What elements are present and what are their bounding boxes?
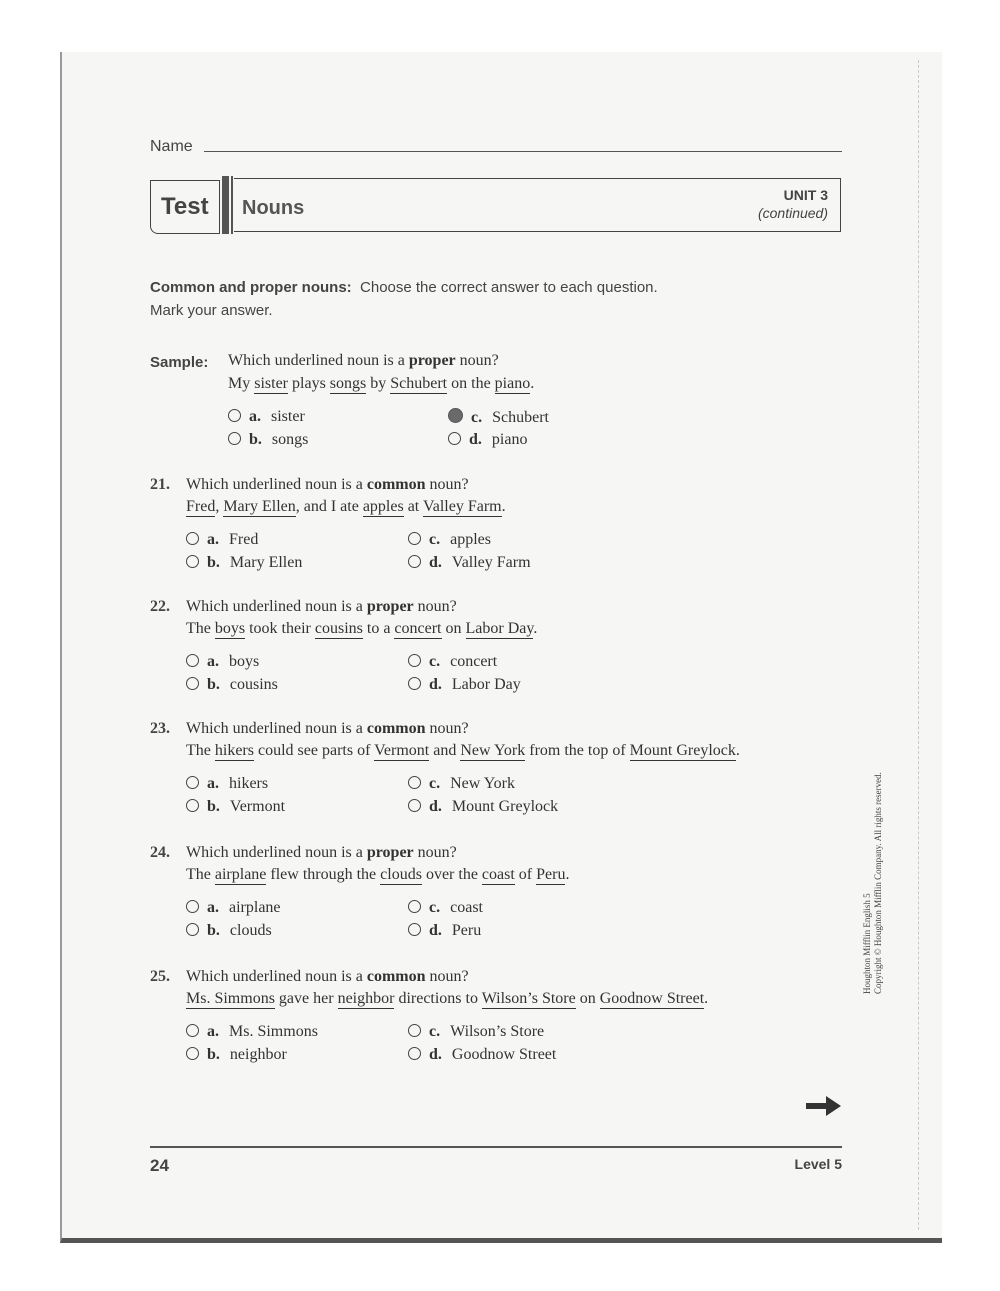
sentence-text: . (530, 375, 535, 392)
question-sentence (186, 990, 708, 1008)
underlined-noun: Peru (536, 866, 566, 883)
underlined-noun: New York (460, 742, 526, 759)
sentence-text: from the top of (525, 742, 630, 759)
stem-text: Which underlined noun is a (186, 598, 367, 615)
option-text: Peru (451, 922, 482, 939)
option-letter: d. (429, 1046, 442, 1063)
answer-bubble[interactable] (186, 677, 199, 690)
question-stem (186, 720, 469, 738)
underlined-noun: Wilson’s Store (481, 990, 576, 1007)
sentence-text: . (501, 498, 506, 515)
option-text: Valley Farm (451, 554, 531, 571)
answer-bubble[interactable] (186, 555, 199, 568)
sentence-text: The (186, 742, 215, 759)
stem-keyword: common (366, 968, 426, 985)
question-stem (186, 476, 469, 494)
sentence-text: The (186, 866, 215, 883)
question-sentence (228, 375, 534, 393)
answer-bubble[interactable] (408, 677, 421, 690)
header-divider (222, 176, 229, 234)
option-text: boys (229, 653, 260, 670)
answer-option[interactable] (448, 431, 527, 449)
answer-option[interactable] (408, 653, 497, 671)
option-letter: c. (429, 775, 441, 792)
question-sentence (186, 742, 740, 760)
test-label: Test (161, 193, 209, 220)
footer-rule (150, 1146, 842, 1148)
stem-text-end: noun? (425, 476, 469, 493)
sentence-text: . (533, 620, 538, 637)
option-text: apples (450, 531, 491, 548)
option-letter: c. (429, 899, 441, 916)
underlined-noun: cousins (314, 620, 363, 637)
sentence-text: by (366, 375, 391, 392)
underlined-noun: Vermont (374, 742, 430, 759)
option-letter: b. (207, 554, 220, 571)
directions-text-2: Mark your answer. (150, 302, 273, 319)
option-text: neighbor (229, 1046, 287, 1063)
option-letter: d. (429, 798, 442, 815)
copyright-line-2: Copyright © Houghton Mifflin Company. All rights reserved. (873, 772, 883, 994)
answer-bubble[interactable] (186, 1024, 199, 1037)
stem-text: Which underlined noun is a (186, 476, 367, 493)
option-text: New York (450, 775, 516, 792)
sentence-text: gave her (274, 990, 338, 1007)
stem-keyword: common (366, 720, 426, 737)
underlined-noun: piano (494, 375, 531, 392)
answer-option[interactable] (408, 676, 521, 694)
underlined-noun: airplane (214, 866, 267, 883)
sentence-text: flew through the (266, 866, 381, 883)
question-stem (186, 844, 457, 862)
sentence-text: . (565, 866, 570, 883)
option-text: Schubert (492, 409, 549, 426)
answer-option[interactable] (186, 1046, 287, 1064)
answer-option[interactable] (186, 775, 268, 793)
option-letter: b. (207, 922, 220, 939)
answer-bubble[interactable] (228, 432, 241, 445)
copyright-line-1: Houghton Mifflin English 5 (862, 893, 872, 994)
option-letter: a. (249, 408, 261, 425)
page-edge (918, 60, 919, 1230)
answer-option[interactable] (186, 922, 272, 940)
sentence-text: , (215, 498, 224, 515)
unit-label: UNIT 3 (783, 187, 828, 203)
answer-option[interactable] (228, 431, 308, 449)
answer-option[interactable] (186, 798, 285, 816)
option-letter: d. (429, 554, 442, 571)
underlined-noun: Fred (186, 498, 216, 515)
answer-option[interactable] (186, 676, 278, 694)
option-letter: c. (429, 653, 441, 670)
sentence-text: on (575, 990, 600, 1007)
stem-text: Which underlined noun is a (228, 352, 409, 369)
option-letter: c. (429, 1023, 441, 1040)
answer-option[interactable] (408, 922, 481, 940)
header-divider-thin (231, 176, 233, 234)
answer-bubble[interactable] (408, 799, 421, 812)
option-letter: d. (429, 676, 442, 693)
answer-option[interactable] (186, 531, 258, 549)
question-stem (186, 598, 457, 616)
underlined-noun: Mary Ellen (223, 498, 296, 515)
underlined-noun: Mount Greylock (629, 742, 736, 759)
option-text: Wilson’s Store (450, 1023, 545, 1040)
underlined-noun: Schubert (390, 375, 448, 392)
answer-option[interactable] (408, 899, 483, 917)
answer-bubble[interactable] (408, 776, 421, 789)
name-label: Name (150, 138, 193, 155)
answer-bubble[interactable] (408, 1024, 421, 1037)
option-text: Goodnow Street (451, 1046, 557, 1063)
underlined-noun: boys (214, 620, 246, 637)
option-letter: c. (471, 409, 483, 426)
arrow-right-icon[interactable] (806, 1094, 842, 1118)
underlined-noun: Valley Farm (422, 498, 502, 515)
option-text: Ms. Simmons (229, 1023, 318, 1040)
underlined-noun: Ms. Simmons (186, 990, 275, 1007)
underlined-noun: clouds (380, 866, 422, 883)
sentence-text: and (429, 742, 461, 759)
answer-option[interactable] (408, 531, 491, 549)
stem-keyword: proper (366, 598, 414, 615)
question-number: 25. (150, 968, 170, 985)
stem-keyword: common (366, 476, 426, 493)
answer-bubble[interactable] (408, 654, 421, 667)
answer-option[interactable] (448, 408, 549, 427)
option-text: cousins (229, 676, 278, 693)
sentence-text: My (228, 375, 255, 392)
sentence-text: on (441, 620, 466, 637)
question-sentence (186, 498, 506, 516)
option-text: clouds (229, 922, 272, 939)
answer-bubble[interactable] (186, 923, 199, 936)
stem-text-end: noun? (413, 844, 457, 861)
stem-text-end: noun? (425, 968, 469, 985)
option-text: piano (491, 431, 528, 448)
question-stem (186, 968, 469, 986)
underlined-noun: sister (254, 375, 289, 392)
sentence-text: over the (421, 866, 482, 883)
option-text: sister (271, 408, 305, 425)
test-tab (150, 180, 220, 234)
underlined-noun: apples (362, 498, 404, 515)
underlined-noun: hikers (214, 742, 254, 759)
answer-bubble[interactable] (186, 900, 199, 913)
page-number: 24 (150, 1156, 169, 1175)
underlined-noun: Labor Day (465, 620, 534, 637)
underlined-noun: songs (329, 375, 367, 392)
option-text: songs (271, 431, 309, 448)
answer-option[interactable] (186, 899, 281, 917)
sentence-text: The (186, 620, 215, 637)
answer-bubble[interactable] (186, 532, 199, 545)
stem-text-end: noun? (425, 720, 469, 737)
name-field-line[interactable] (204, 151, 842, 152)
copyright-notice (862, 772, 884, 994)
question-number: 24. (150, 844, 170, 861)
sentence-text: . (735, 742, 740, 759)
sample-label: Sample: (150, 354, 209, 371)
answer-option[interactable] (408, 1023, 544, 1041)
answer-bubble[interactable] (408, 532, 421, 545)
option-letter: a. (207, 653, 219, 670)
option-text: Vermont (229, 798, 286, 815)
continued-label: (continued) (757, 205, 828, 221)
answer-bubble[interactable] (228, 409, 241, 422)
option-letter: c. (429, 531, 441, 548)
option-letter: b. (249, 431, 262, 448)
sentence-text: directions to (394, 990, 482, 1007)
option-text: coast (450, 899, 483, 916)
option-text: Mary Ellen (229, 554, 303, 571)
sentence-text: , and I ate (295, 498, 363, 515)
option-text: concert (450, 653, 498, 670)
stem-text: Which underlined noun is a (186, 968, 367, 985)
option-text: Labor Day (451, 676, 521, 693)
answer-bubble[interactable] (186, 776, 199, 789)
sentence-text: could see parts of (253, 742, 375, 759)
answer-option[interactable] (408, 798, 558, 816)
answer-bubble[interactable] (186, 799, 199, 812)
option-text: Mount Greylock (451, 798, 559, 815)
answer-option[interactable] (408, 1046, 556, 1064)
sentence-text: plays (288, 375, 330, 392)
stem-keyword: proper (408, 352, 456, 369)
underlined-noun: neighbor (337, 990, 395, 1007)
sentence-text: on the (447, 375, 495, 392)
answer-option[interactable] (408, 775, 515, 793)
answer-option[interactable] (186, 554, 302, 572)
directions-heading: Common and proper nouns: (150, 279, 352, 296)
underlined-noun: coast (481, 866, 515, 883)
stem-keyword: proper (366, 844, 414, 861)
answer-bubble[interactable] (448, 432, 461, 445)
option-letter: a. (207, 531, 219, 548)
option-text: Fred (229, 531, 259, 548)
answer-option[interactable] (186, 653, 259, 671)
sentence-text: . (704, 990, 709, 1007)
sentence-text: to a (362, 620, 395, 637)
option-text: hikers (229, 775, 269, 792)
test-header (150, 176, 842, 232)
level-label: Level 5 (794, 1156, 842, 1172)
question-stem (228, 352, 499, 370)
answer-option[interactable] (228, 408, 305, 426)
directions-text: Choose the correct answer to each question. (360, 279, 658, 296)
sentence-text: at (403, 498, 423, 515)
answer-option[interactable] (186, 1023, 318, 1041)
directions (150, 276, 658, 322)
answer-option[interactable] (408, 554, 531, 572)
title-box (234, 178, 841, 232)
question-number: 23. (150, 720, 170, 737)
underlined-noun: concert (394, 620, 442, 637)
answer-bubble[interactable] (408, 555, 421, 568)
option-letter: d. (469, 431, 482, 448)
stem-text: Which underlined noun is a (186, 844, 367, 861)
question-sentence (186, 620, 537, 638)
option-letter: b. (207, 798, 220, 815)
answer-bubble[interactable] (408, 900, 421, 913)
answer-bubble[interactable] (186, 1047, 199, 1060)
answer-bubble[interactable] (408, 1047, 421, 1060)
question-number: 22. (150, 598, 170, 615)
stem-text: Which underlined noun is a (186, 720, 367, 737)
underlined-noun: Goodnow Street (599, 990, 705, 1007)
answer-bubble[interactable] (186, 654, 199, 667)
question-number: 21. (150, 476, 170, 493)
test-title: Nouns (242, 197, 305, 219)
option-letter: a. (207, 775, 219, 792)
stem-text-end: noun? (455, 352, 499, 369)
question-sentence (186, 866, 569, 884)
option-letter: b. (207, 1046, 220, 1063)
sentence-text: of (514, 866, 537, 883)
stem-text-end: noun? (413, 598, 457, 615)
option-letter: a. (207, 1023, 219, 1040)
option-letter: d. (429, 922, 442, 939)
option-text: airplane (229, 899, 281, 916)
sentence-text: took their (245, 620, 315, 637)
option-letter: b. (207, 676, 220, 693)
answer-bubble[interactable] (448, 408, 463, 423)
option-letter: a. (207, 899, 219, 916)
answer-bubble[interactable] (408, 923, 421, 936)
